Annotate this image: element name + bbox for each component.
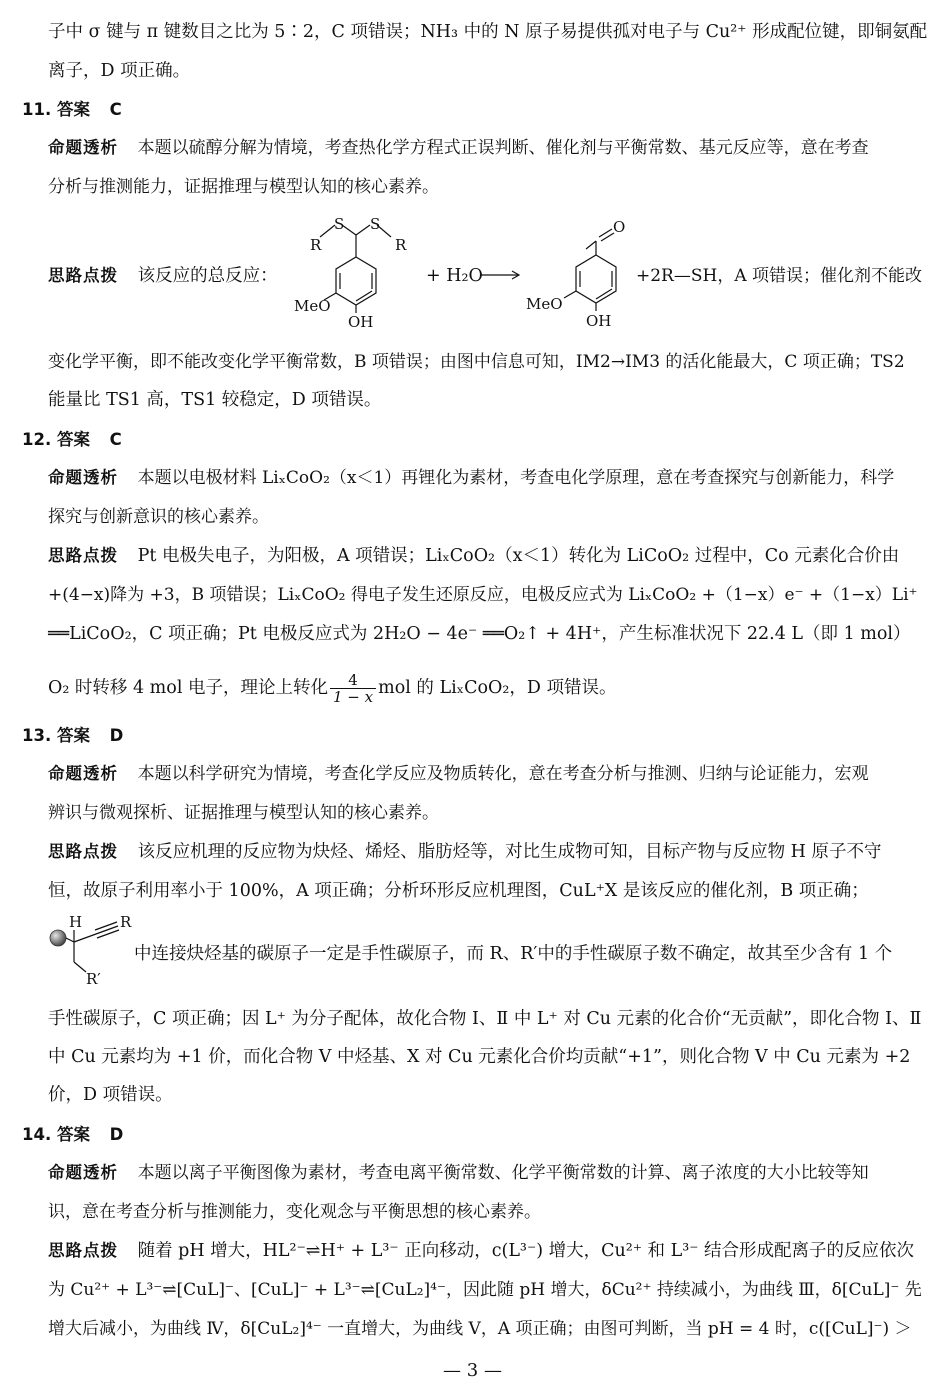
- r-group-label: R: [395, 236, 407, 254]
- q13-header: [22, 724, 123, 748]
- chiral-alkyne-structure: [44, 910, 134, 990]
- hydrogen-label: H: [69, 913, 83, 931]
- intro-label: 命题透析: [48, 468, 118, 487]
- r-prime-label: R′: [86, 970, 101, 988]
- q12-hint-text-d1: O₂ 时转移 4 mol 电子，理论上转化: [48, 678, 328, 698]
- hint-label: 思路点拨: [48, 1241, 118, 1260]
- q11-intro-line-1: [48, 136, 869, 160]
- hint-label: 思路点拨: [48, 842, 118, 861]
- q13-hint-line-2: 恒，故原子利用率小于 100%，A 项正确；分析环形反应机理图，CuL⁺X 是该反应的催化剂，B 项正确；: [48, 881, 869, 901]
- reaction-arrow-icon: [478, 268, 522, 282]
- reactant-structure: [290, 205, 430, 335]
- q13-answer: D: [109, 726, 124, 745]
- q11-hint-line-3: 能量比 TS1 高，TS1 较稳定，D 项错误。: [48, 390, 382, 410]
- water-term: + H₂O: [426, 266, 483, 286]
- methoxy-label: MeO: [526, 295, 563, 313]
- q14-hint-text-a: 随着 pH 增大，HL²⁻⇌H⁺ + L³⁻ 正向移动，c(L³⁻) 增大，Cu²⁺ 和 L³⁻ 结合形成配离子的反应依次: [137, 1241, 915, 1261]
- text-line-2: 离子，D 项正确。: [48, 61, 191, 81]
- intro-label: 命题透析: [48, 764, 118, 783]
- q14-answer: D: [109, 1125, 124, 1144]
- metal-center-ball: [50, 930, 66, 946]
- text-line-1: 子中 σ 键与 π 键数目之比为 5∶2，C 项错误；NH₃ 中的 N 原子易提供孤对电子与 Cu²⁺ 形成配位键，即铜氨配: [48, 22, 928, 42]
- q13-intro-text-a: 本题以科学研究为情境，考查化学反应及物质转化，意在考查分析与推测、归纳与论证能力，宏观: [137, 764, 869, 784]
- q12-intro-text-a: 本题以电极材料 LiₓCoO₂（x＜1）再锂化为素材，考查电化学原理，意在考查探究与创新能力，科学: [137, 468, 895, 488]
- methoxy-label: MeO: [294, 297, 331, 315]
- fraction: [330, 672, 376, 705]
- page-number: — 3 —: [443, 1360, 502, 1381]
- q14-number: 14. 答案: [22, 1125, 90, 1144]
- q14-header: [22, 1123, 123, 1147]
- product-structure: [520, 215, 640, 335]
- hydroxyl-label: OH: [586, 312, 612, 330]
- q14-intro-text-a: 本题以离子平衡图像为素材，考查电离平衡常数、化学平衡常数的计算、离子浓度的大小比较等知: [137, 1163, 869, 1183]
- r-group-label: R: [120, 913, 132, 931]
- q14-hint-line-3: 增大后减小，为曲线 Ⅳ，δ[CuL₂]⁴⁻ 一直增大，为曲线 Ⅴ，A 项正确；由图可判断，当 pH = 4 时，c([CuL]⁻) ＞: [48, 1319, 912, 1339]
- q13-number: 13. 答案: [22, 726, 90, 745]
- q13-hint-line-5: 中 Cu 元素均为 +1 价，而化合物 Ⅴ 中烃基、X 对 Cu 元素化合价均贡献“+1”，则化合物 Ⅴ 中 Cu 元素为 +2: [48, 1047, 911, 1067]
- q12-hint-line-4: [48, 672, 616, 705]
- q11-intro-text-a: 本题以硫醇分解为情境，考查热化学方程式正误判断、催化剂与平衡常数、基元反应等，意在考查: [137, 138, 869, 158]
- q12-hint-text-a: Pt 电极失电子，为阳极，A 项错误；LiₓCoO₂（x＜1）转化为 LiCoO₂ 过程中，Co 元素化合价由: [137, 546, 900, 566]
- q11-hint-line-2: 变化学平衡，即不能改变化学平衡常数，B 项错误；由图中信息可知，IM2→IM3 的活化能最大，C 项正确；TS2: [48, 352, 905, 372]
- r-group-label: R: [310, 236, 322, 254]
- q11-hint-line-1: [48, 264, 278, 288]
- q12-intro-line-1: [48, 466, 894, 490]
- intro-label: 命题透析: [48, 1163, 118, 1182]
- q11-hint-text-a: 该反应的总反应：: [137, 266, 278, 286]
- q13-hint-line-3: 中连接炔烃基的碳原子一定是手性碳原子，而 R、R′中的手性碳原子数不确定，故其至少含有 1 个: [134, 944, 893, 964]
- fraction-numerator: 4: [330, 672, 376, 689]
- q11-hint-tail: +2R—SH，A 项错误；催化剂不能改: [636, 266, 923, 286]
- q14-hint-line-1: [48, 1239, 914, 1263]
- sulfur-label: S: [334, 215, 345, 233]
- hint-label: 思路点拨: [48, 266, 118, 285]
- q12-number: 12. 答案: [22, 430, 90, 449]
- q12-hint-line-3: ══LiCoO₂，C 项正确；Pt 电极反应式为 2H₂O − 4e⁻ ══O₂↑ + 4H⁺，产生标准状况下 22.4 L（即 1 mol）: [48, 624, 911, 644]
- intro-label: 命题透析: [48, 138, 118, 157]
- q11-header: [22, 98, 122, 122]
- oxygen-label: O: [613, 218, 626, 236]
- q13-hint-text-a: 该反应机理的反应物为炔烃、烯烃、脂肪烃等，对比生成物可知，目标产物与反应物 H 原子不守: [137, 842, 882, 862]
- q12-header: [22, 428, 122, 452]
- sulfur-label: S: [370, 215, 381, 233]
- q11-intro-line-2: 分析与推测能力，证据推理与模型认知的核心素养。: [48, 177, 439, 197]
- q14-intro-line-2: 识，意在考查分析与推测能力，变化观念与平衡思想的核心素养。: [48, 1202, 541, 1222]
- q13-intro-line-2: 辨识与微观探析、证据推理与模型认知的核心素养。: [48, 803, 439, 823]
- hydroxyl-label: OH: [348, 313, 374, 331]
- q12-answer: C: [109, 430, 122, 449]
- q14-hint-line-2: 为 Cu²⁺ + L³⁻⇌[CuL]⁻、[CuL]⁻ + L³⁻⇌[CuL₂]⁴⁻，因此随 pH 增大，δCu²⁺ 持续减小，为曲线 Ⅲ，δ[CuL]⁻ 先: [48, 1280, 922, 1300]
- q11-number: 11. 答案: [22, 100, 90, 119]
- q14-intro-line-1: [48, 1161, 869, 1185]
- q12-hint-line-1: [48, 544, 899, 568]
- q12-hint-text-d2: mol 的 LiₓCoO₂，D 项错误。: [378, 678, 617, 698]
- q12-hint-line-2: +(4−x)降为 +3，B 项错误；LiₓCoO₂ 得电子发生还原反应，电极反应式为 LiₓCoO₂ +（1−x）e⁻ +（1−x）Li⁺: [48, 585, 918, 605]
- q13-hint-line-1: [48, 840, 881, 864]
- hint-label: 思路点拨: [48, 546, 118, 565]
- q11-answer: C: [109, 100, 122, 119]
- q12-intro-line-2: 探究与创新意识的核心素养。: [48, 507, 269, 527]
- q13-hint-line-4: 手性碳原子，C 项正确；因 L⁺ 为分子配体，故化合物 Ⅰ、Ⅱ 中 L⁺ 对 Cu 元素的化合价“无贡献”，即化合物 Ⅰ、Ⅱ: [48, 1009, 922, 1029]
- q13-intro-line-1: [48, 762, 869, 786]
- q13-hint-line-6: 价，D 项错误。: [48, 1085, 173, 1105]
- fraction-denominator: 1 − x: [332, 688, 374, 706]
